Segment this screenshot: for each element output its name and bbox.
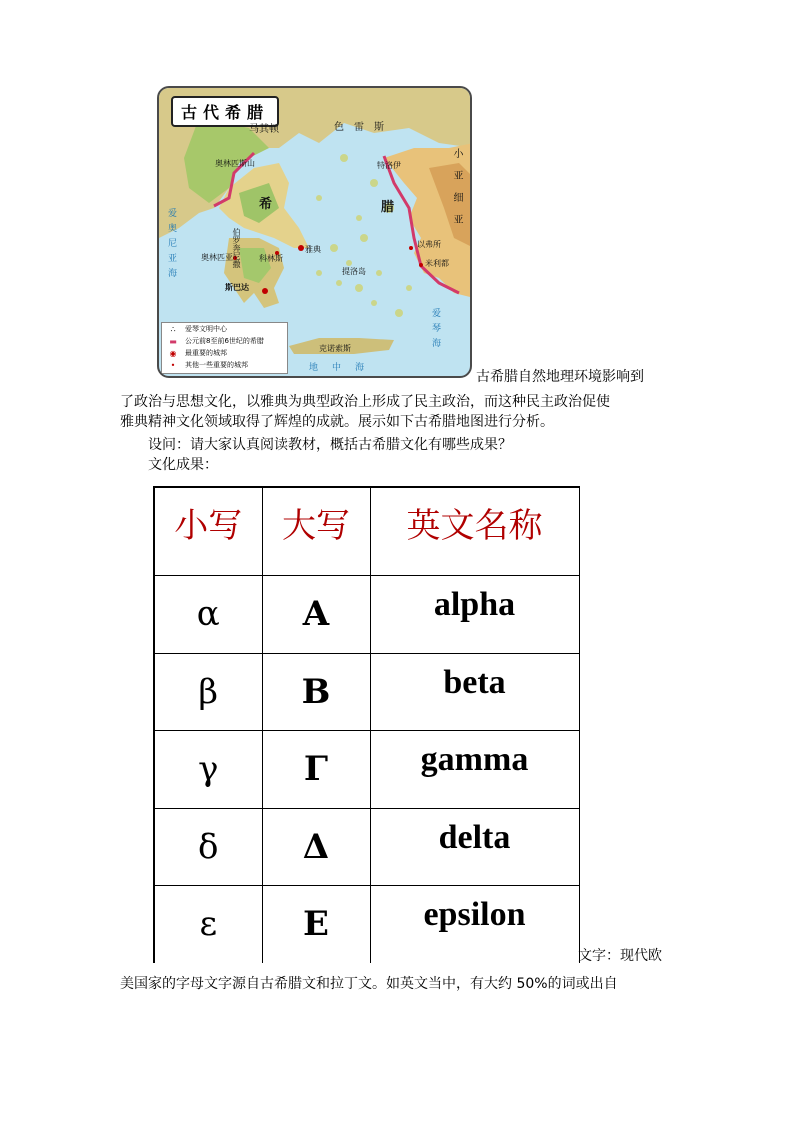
name-cell: delta [370, 808, 579, 885]
label-thrace: 色雷斯 [334, 122, 394, 133]
uppercase-cell: Γ [262, 730, 370, 808]
greek-alphabet-table [153, 486, 580, 963]
boundary-line-icon: ▬ [169, 336, 177, 346]
label-ionian-sea: 爱奥尼亚海 [166, 208, 176, 283]
header-english-name: 英文名称 [370, 487, 579, 575]
table-row [154, 885, 579, 963]
label-mediterranean: 地中海 [309, 363, 379, 373]
writing-line-2: 美国家的字母文字源自古希腊文和拉丁文。如英文当中，有大约 50%的词或出自 [120, 976, 618, 992]
label-delos: 提洛岛 [342, 267, 366, 276]
header-uppercase: 大写 [262, 487, 370, 575]
label-asia-minor: 小亚细亚 [451, 148, 462, 236]
lowercase-cell: β [154, 653, 262, 730]
uppercase-cell: Δ [262, 808, 370, 885]
legend-row [162, 323, 287, 335]
lowercase-cell: α [154, 575, 262, 653]
legend-text: 其他一些重要的城邦 [185, 361, 248, 369]
uppercase-cell: A [262, 575, 370, 653]
aegean-center-icon: ∴ [170, 324, 176, 334]
label-knossos: 克诺索斯 [319, 344, 351, 353]
label-miletus: 米利都 [425, 259, 449, 268]
paragraph-line-1: 古希腊自然地理环境影响到 [476, 369, 644, 385]
label-greece-right: 腊 [381, 200, 395, 215]
minor-city-icon: • [170, 360, 176, 370]
label-aegean: 爱琴海 [430, 308, 440, 353]
sparta-marker [262, 288, 268, 294]
table-row [154, 653, 579, 730]
legend-row [162, 335, 287, 347]
lowercase-cell: ε [154, 885, 262, 963]
legend-text: 爱琴文明中心 [185, 325, 227, 333]
label-sparta: 斯巴达 [225, 283, 249, 292]
table-header-row [154, 487, 579, 575]
lowercase-cell: γ [154, 730, 262, 808]
paragraph-line-3: 雅典精神文化领域取得了辉煌的成就。展示如下古希腊地图进行分析。 [120, 414, 554, 430]
header-lowercase: 小写 [154, 487, 262, 575]
lowercase-cell: δ [154, 808, 262, 885]
ancient-greece-map [157, 86, 472, 378]
major-city-icon: ◉ [169, 348, 177, 358]
achievements-heading: 文化成果： [148, 457, 218, 473]
label-macedonia: 马其顿 [249, 124, 279, 135]
label-corinth: 科林斯 [259, 254, 283, 263]
map-title: 古代希腊 [171, 96, 279, 127]
label-olympia: 奥林匹亚 [201, 253, 233, 262]
legend-row [162, 347, 287, 359]
label-troy: 特洛伊 [377, 161, 401, 170]
uppercase-cell: B [262, 653, 370, 730]
label-greece-left: 希 [259, 197, 273, 212]
legend-row [162, 359, 287, 371]
label-olympus: 奥林匹斯山 [215, 159, 255, 168]
label-athens: 雅典 [305, 245, 321, 254]
name-cell: epsilon [370, 885, 579, 963]
label-peloponnese: 伯罗奔尼撒 [232, 228, 241, 268]
legend-text: 最重要的城邦 [185, 349, 227, 357]
label-ephesus: 以弗所 [417, 240, 441, 249]
name-cell: alpha [370, 575, 579, 653]
writing-line-1: 文字：现代欧 [578, 948, 662, 964]
table-row [154, 575, 579, 653]
table-row [154, 808, 579, 885]
question-line: 设问：请大家认真阅读教材，概括古希腊文化有哪些成果？ [148, 437, 512, 453]
name-cell: beta [370, 653, 579, 730]
legend-text: 公元前8至前6世纪的希腊 [185, 337, 264, 345]
table-row [154, 730, 579, 808]
name-cell: gamma [370, 730, 579, 808]
athens-marker [298, 245, 304, 251]
map-legend [161, 322, 288, 374]
uppercase-cell: E [262, 885, 370, 963]
paragraph-line-2: 了政治与思想文化，以雅典为典型政治上形成了民主政治，而这种民主政治促使 [120, 394, 610, 410]
